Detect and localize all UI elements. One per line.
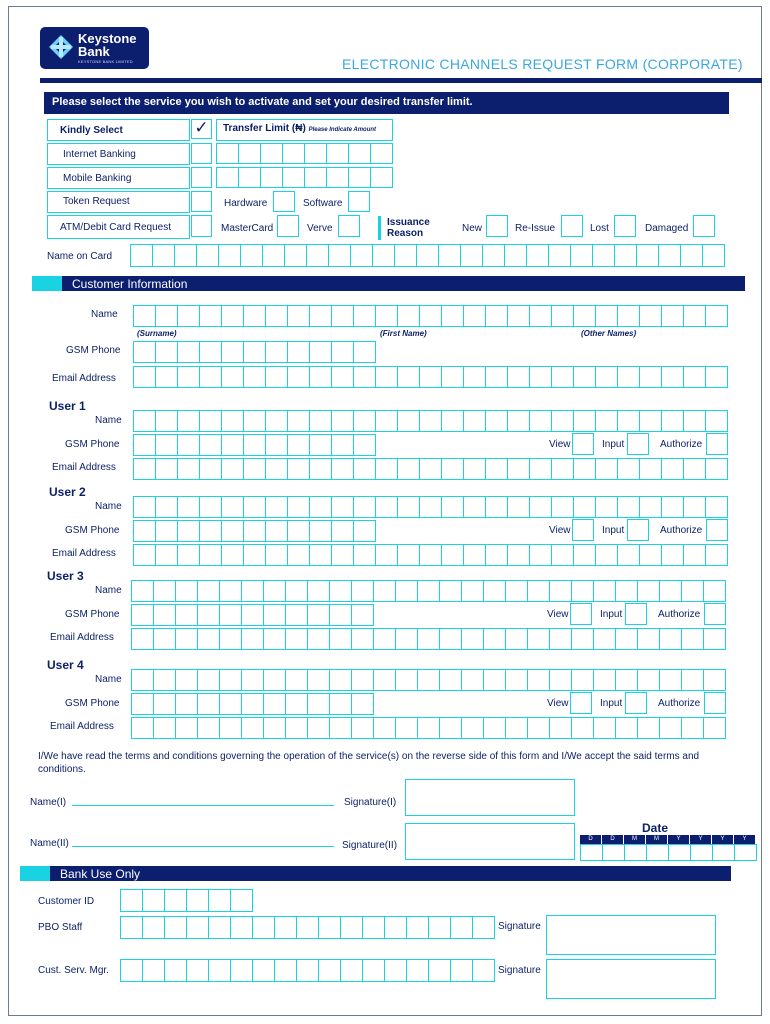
internet-banking-label: Internet Banking (63, 149, 136, 160)
user-1-email-label: Email Address (52, 462, 116, 473)
user-1-authorize-label: Authorize (660, 439, 703, 450)
user-3-authorize-label: Authorize (658, 609, 701, 620)
form-title: ELECTRONIC CHANNELS REQUEST FORM (CORPORATE) (342, 56, 743, 72)
new-checkbox[interactable] (486, 215, 508, 237)
atm-request-checkbox[interactable] (191, 215, 212, 237)
kindly-select-label: Kindly Select (60, 125, 123, 136)
issuance-reason-line2: Reason (387, 228, 424, 239)
user-1-gsm-boxes[interactable] (133, 434, 376, 456)
user-2-name-boxes[interactable] (133, 496, 728, 518)
token-request-label: Token Request (63, 196, 130, 207)
first-name-hint: (First Name) (380, 329, 427, 338)
reissue-label: Re-Issue (515, 223, 556, 234)
date-boxes[interactable] (580, 844, 757, 861)
user-3-input-checkbox[interactable] (625, 603, 647, 625)
customer-info-title: Customer Information (72, 277, 188, 291)
user-4-authorize-label: Authorize (658, 698, 701, 709)
user-1-view-checkbox[interactable] (572, 433, 594, 455)
reissue-checkbox[interactable] (561, 215, 583, 237)
user-3-email-label: Email Address (50, 632, 114, 643)
mobile-banking-checkbox[interactable] (191, 167, 212, 188)
user-2-view-checkbox[interactable] (572, 519, 594, 541)
user-1-email-boxes[interactable] (133, 458, 728, 480)
keystone-bank-logo (40, 27, 149, 69)
customer-gsm-boxes[interactable] (133, 341, 376, 363)
user-1-gsm-label: GSM Phone (65, 439, 120, 450)
new-label: New (462, 223, 483, 234)
name-2-label: Name(II) (30, 838, 69, 849)
signature-2-box[interactable] (405, 823, 575, 860)
issuance-reason-line1: Issuance (387, 217, 430, 228)
name-1-label: Name(I) (30, 797, 67, 808)
user-2-email-label: Email Address (52, 548, 116, 559)
terms-text: I/We have read the terms and conditions governing the operation of the service(s) on the reverse side of this form and I/We accept the said terms and conditions. (38, 751, 700, 775)
signature-1-label: Signature(I) (344, 797, 397, 808)
other-names-hint: (Other Names) (581, 329, 637, 338)
header-rule (40, 78, 762, 83)
user-2-gsm-label: GSM Phone (65, 525, 120, 536)
user-3-name-boxes[interactable] (131, 580, 726, 602)
customer-gsm-label: GSM Phone (66, 345, 121, 356)
pbo-signature-label: Signature (498, 921, 541, 932)
customer-name-label: Name (91, 309, 118, 320)
user-4-view-checkbox[interactable] (570, 692, 592, 714)
customer-id-boxes[interactable] (120, 889, 253, 912)
user-1-name-boxes[interactable] (133, 410, 728, 432)
user-3-title: User 3 (47, 569, 84, 583)
date-head-m1: M (624, 835, 645, 844)
user-2-email-boxes[interactable] (133, 544, 728, 566)
pbo-staff-boxes[interactable] (120, 916, 495, 939)
user-1-title: User 1 (49, 399, 86, 413)
user-2-authorize-checkbox[interactable] (706, 519, 728, 541)
hardware-checkbox[interactable] (273, 191, 295, 212)
name-1-line[interactable] (72, 805, 334, 806)
signature-2-label: Signature(II) (342, 840, 398, 851)
software-checkbox[interactable] (348, 191, 370, 212)
user-4-authorize-checkbox[interactable] (704, 692, 726, 714)
user-2-input-label: Input (602, 525, 625, 536)
user-3-view-checkbox[interactable] (570, 603, 592, 625)
name-on-card-boxes[interactable] (130, 244, 725, 267)
user-4-input-label: Input (600, 698, 623, 709)
damaged-label: Damaged (645, 223, 689, 234)
user-3-email-boxes[interactable] (131, 628, 726, 650)
services-banner-text: Please select the service you wish to activate and set your desired transfer limit. (52, 96, 473, 108)
user-2-authorize-label: Authorize (660, 525, 703, 536)
token-request-checkbox[interactable] (191, 191, 212, 212)
verve-label: Verve (307, 223, 333, 234)
transfer-limit-note: Please Indicate Amount (308, 127, 377, 133)
customer-name-boxes[interactable] (133, 305, 728, 327)
verve-checkbox[interactable] (338, 215, 360, 237)
bank-name (78, 32, 137, 58)
user-3-name-label: Name (95, 585, 122, 596)
csm-signature-label: Signature (498, 965, 541, 976)
bank-name-line2: Bank (78, 44, 110, 59)
internet-banking-limit-boxes[interactable] (216, 143, 393, 164)
user-4-title: User 4 (47, 658, 84, 672)
mobile-banking-limit-boxes[interactable] (216, 167, 393, 188)
user-4-input-checkbox[interactable] (625, 692, 647, 714)
date-head-y1: Y (668, 835, 689, 844)
user-3-authorize-checkbox[interactable] (704, 603, 726, 625)
user-4-email-boxes[interactable] (131, 717, 726, 739)
issuance-divider (378, 216, 381, 240)
date-head-d1: D (580, 835, 601, 844)
user-4-email-label: Email Address (50, 721, 114, 732)
atm-request-label: ATM/Debit Card Request (60, 222, 171, 233)
bank-name-line1: Keystone (78, 31, 137, 46)
user-2-gsm-boxes[interactable] (133, 520, 376, 542)
user-2-title: User 2 (49, 485, 86, 499)
issuance-reason-label (387, 217, 430, 239)
user-4-view-label: View (547, 698, 569, 709)
customer-email-boxes[interactable] (133, 366, 728, 388)
date-head-m2: M (646, 835, 667, 844)
user-4-gsm-label: GSM Phone (65, 698, 120, 709)
user-2-name-label: Name (95, 501, 122, 512)
customer-info-bar (32, 276, 745, 291)
name-on-card-label: Name on Card (47, 251, 113, 262)
keystone-emblem-icon (48, 34, 74, 60)
name-2-line[interactable] (72, 846, 334, 847)
cust-serv-mgr-label: Cust. Serv. Mgr. (38, 965, 109, 976)
transfer-limit-text: Transfer Limit (₦) (223, 123, 306, 134)
mastercard-label: MasterCard (221, 223, 274, 234)
customer-id-label: Customer ID (38, 896, 95, 907)
pbo-signature-box[interactable] (546, 915, 716, 955)
user-1-name-label: Name (95, 415, 122, 426)
services-banner (44, 92, 729, 114)
user-3-view-label: View (547, 609, 569, 620)
mastercard-checkbox[interactable] (277, 215, 299, 237)
user-1-view-label: View (549, 439, 571, 450)
user-1-input-checkbox[interactable] (627, 433, 649, 455)
user-4-name-label: Name (95, 674, 122, 685)
user-3-input-label: Input (600, 609, 623, 620)
user-4-gsm-boxes[interactable] (131, 693, 374, 715)
user-4-name-boxes[interactable] (131, 669, 726, 691)
lost-label: Lost (590, 223, 609, 234)
hardware-label: Hardware (224, 198, 268, 209)
user-1-input-label: Input (602, 439, 625, 450)
software-label: Software (303, 198, 343, 209)
cust-serv-mgr-boxes[interactable] (120, 959, 495, 982)
date-head-d2: D (602, 835, 623, 844)
user-2-view-label: View (549, 525, 571, 536)
date-head-y3: Y (712, 835, 733, 844)
user-3-gsm-boxes[interactable] (131, 604, 374, 626)
bank-use-title: Bank Use Only (60, 867, 141, 881)
internet-banking-checkbox[interactable] (191, 143, 212, 164)
surname-hint: (Surname) (137, 329, 177, 338)
date-head-y2: Y (690, 835, 711, 844)
signature-1-box[interactable] (405, 779, 575, 816)
date-label: Date (642, 821, 669, 835)
user-1-authorize-checkbox[interactable] (706, 433, 728, 455)
bank-use-bar (20, 866, 731, 881)
mobile-banking-label: Mobile Banking (63, 173, 132, 184)
csm-signature-box[interactable] (546, 959, 716, 999)
damaged-checkbox[interactable] (693, 215, 715, 237)
kindly-select-checkbox[interactable]: ✓ (191, 119, 212, 139)
transfer-limit-label (223, 123, 376, 134)
date-format-heads (580, 835, 756, 844)
date-head-y4: Y (734, 835, 755, 844)
user-2-input-checkbox[interactable] (627, 519, 649, 541)
customer-email-label: Email Address (52, 373, 116, 384)
user-3-gsm-label: GSM Phone (65, 609, 120, 620)
lost-checkbox[interactable] (614, 215, 636, 237)
pbo-staff-label: PBO Staff (38, 922, 83, 933)
bank-subname: KEYSTONE BANK LIMITED (78, 59, 133, 64)
